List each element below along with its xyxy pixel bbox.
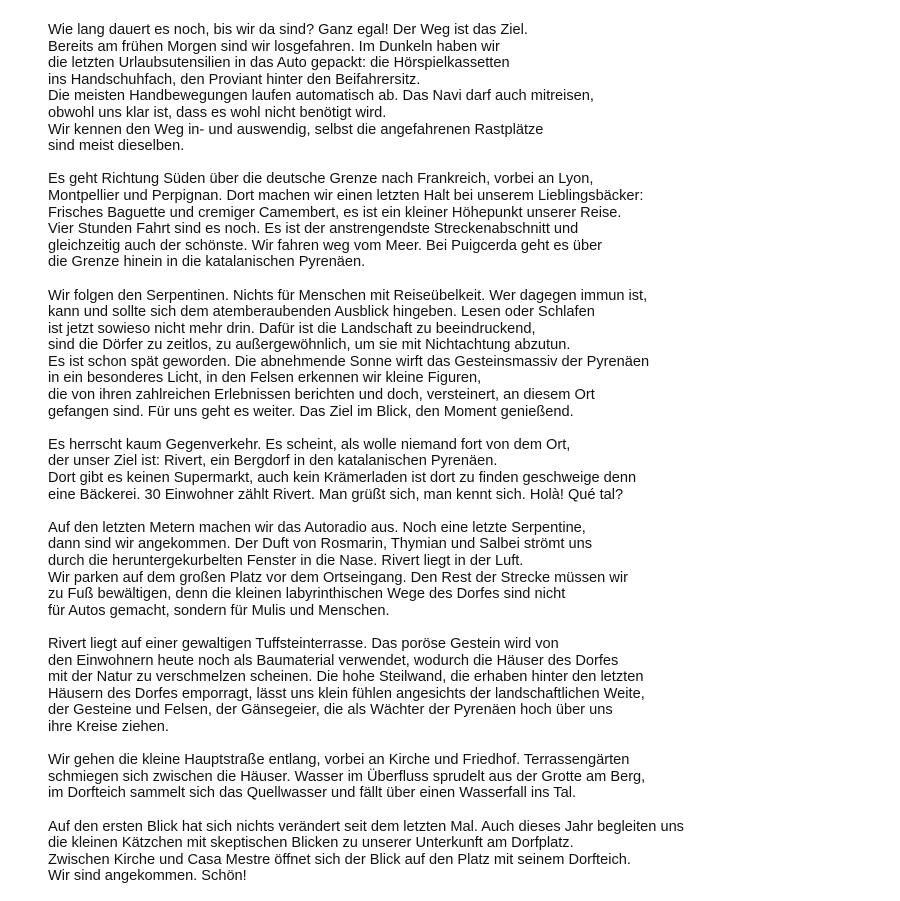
text-line: Rivert liegt auf einer gewaltigen Tuffsteinterrasse. Das poröse Gestein wird von xyxy=(48,635,559,652)
paragraph-6 xyxy=(48,636,888,736)
text-line: dann sind wir angekommen. Der Duft von Rosmarin, Thymian und Salbei strömt uns xyxy=(48,536,593,553)
text-line: ihre Kreise ziehen. xyxy=(48,718,169,735)
text-line: Wir kennen den Weg in- und auswendig, selbst die angefahrenen Rastplätze xyxy=(48,121,544,138)
text-line: Wir parken auf dem großen Platz vor dem Ortseingang. Den Rest der Strecke müssen wir xyxy=(48,569,628,586)
text-line: gleichzeitig auch der schönste. Wir fahren weg vom Meer. Bei Puigcerda geht es über xyxy=(48,237,603,254)
paragraph-3 xyxy=(48,288,888,421)
paragraph-2 xyxy=(48,171,888,271)
text-line: Wie lang dauert es noch, bis wir da sind? Ganz egal! Der Weg ist das Ziel. xyxy=(48,22,528,38)
text-line: durch die heruntergekurbelten Fenster in die Nase. Rivert liegt in der Luft. xyxy=(48,553,524,569)
text-line: Häusern des Dorfes emporragt, lässt uns klein fühlen angesichts der landschaftlichen Weite, xyxy=(48,685,645,702)
text-line: eine Bäckerei. 30 Einwohner zählt Rivert. Man grüßt sich, man kennt sich. Holà! Qué tal? xyxy=(48,486,624,503)
text-line: Frisches Baguette und cremiger Camembert, es ist ein kleiner Höhepunkt unserer Reise. xyxy=(48,204,622,221)
text-line: Wir sind angekommen. Schön! xyxy=(48,868,247,885)
text-line: Auf den ersten Blick hat sich nichts verändert seit dem letzten Mal. Auch dieses Jahr begleiten uns xyxy=(48,818,684,835)
text-line: Auf den letzten Metern machen wir das Autoradio aus. Noch eine letzte Serpentine, xyxy=(48,519,586,536)
text-line: Die meisten Handbewegungen laufen automatisch ab. Das Navi darf auch mitreisen, xyxy=(48,88,594,105)
text-line: den Einwohnern heute noch als Baumaterial verwendet, wodurch die Häuser des Dorfes xyxy=(48,652,619,669)
text-line: Dort gibt es keinen Supermarkt, auch kein Krämerladen ist dort zu finden geschweige denn xyxy=(48,470,637,487)
text-line: die von ihren zahlreichen Erlebnissen berichten und doch, versteinert, an diesem Ort xyxy=(48,387,595,404)
paragraph-1 xyxy=(48,22,888,155)
text-line: in ein besonderes Licht, in den Felsen erkennen wir kleine Figuren, xyxy=(48,370,482,387)
text-line: die Grenze hinein in die katalanischen Pyrenäen. xyxy=(48,254,366,271)
text-line: Es herrscht kaum Gegenverkehr. Es scheint, als wolle niemand fort von dem Ort, xyxy=(48,436,571,453)
text-line: Bereits am frühen Morgen sind wir losgefahren. Im Dunkeln haben wir xyxy=(48,38,500,55)
text-line: Es ist schon spät geworden. Die abnehmende Sonne wirft das Gesteinsmassiv der Pyrenäen xyxy=(48,353,650,370)
text-line: sind die Dörfer zu zeitlos, zu außergewöhnlich, um sie mit Nichtachtung abzutun. xyxy=(48,337,571,354)
text-line: schmiegen sich zwischen die Häuser. Wasser im Überfluss sprudelt aus der Grotte am Berg, xyxy=(48,768,646,785)
text-line: gefangen sind. Für uns geht es weiter. Das Ziel im Blick, den Moment genießend. xyxy=(48,403,574,420)
text-line: im Dorfteich sammelt sich das Quellwasser und fällt über einen Wasserfall ins Tal. xyxy=(48,785,577,802)
paragraph-4 xyxy=(48,437,888,503)
text-line: Wir folgen den Serpentinen. Nichts für Menschen mit Reiseübelkeit. Wer dagegen immun ist, xyxy=(48,287,648,304)
text-line: mit der Natur zu verschmelzen scheinen. Die hohe Steilwand, die erhaben hinter den letzten xyxy=(48,669,644,686)
text-line: Wir gehen die kleine Hauptstraße entlang, vorbei an Kirche und Friedhof. Terrassengärten xyxy=(48,752,630,769)
document-body xyxy=(48,22,888,901)
paragraph-8 xyxy=(48,819,888,885)
text-line: zu Fuß bewältigen, denn die kleinen labyrinthischen Wege des Dorfes sind nicht xyxy=(48,586,566,603)
text-line: ins Handschuhfach, den Proviant hinter den Beifahrersitz. xyxy=(48,71,421,88)
text-line: die kleinen Kätzchen mit skeptischen Blicken zu unserer Unterkunft am Dorfplatz. xyxy=(48,835,574,852)
text-line: obwohl uns klar ist, dass es wohl nicht benötigt wird. xyxy=(48,104,387,121)
text-line: Es geht Richtung Süden über die deutsche Grenze nach Frankreich, vorbei an Lyon, xyxy=(48,171,594,188)
text-line: für Autos gemacht, sondern für Mulis und Menschen. xyxy=(48,602,390,619)
text-line: Vier Stunden Fahrt sind es noch. Es ist der anstrengendste Streckenabschnitt und xyxy=(48,221,579,238)
text-line: der Gesteine und Felsen, der Gänsegeier, die als Wächter der Pyrenäen hoch über uns xyxy=(48,702,613,719)
text-line: Zwischen Kirche und Casa Mestre öffnet sich der Blick auf den Platz mit seinem Dorfteich. xyxy=(48,851,631,868)
text-line: kann und sollte sich dem atemberaubenden Ausblick hingeben. Lesen oder Schlafen xyxy=(48,304,595,321)
text-line: sind meist dieselben. xyxy=(48,138,185,155)
paragraph-5 xyxy=(48,520,888,620)
text-line: der unser Ziel ist: Rivert, ein Bergdorf in den katalanischen Pyrenäen. xyxy=(48,453,498,470)
text-line: die letzten Urlaubsutensilien in das Auto gepackt: die Hörspielkassetten xyxy=(48,55,510,72)
paragraph-7 xyxy=(48,752,888,802)
text-line: Montpellier und Perpignan. Dort machen wir einen letzten Halt bei unserem Lieblingsbäcker: xyxy=(48,187,644,204)
text-line: ist jetzt sowieso nicht mehr drin. Dafür ist die Landschaft zu beeindruckend, xyxy=(48,320,536,337)
